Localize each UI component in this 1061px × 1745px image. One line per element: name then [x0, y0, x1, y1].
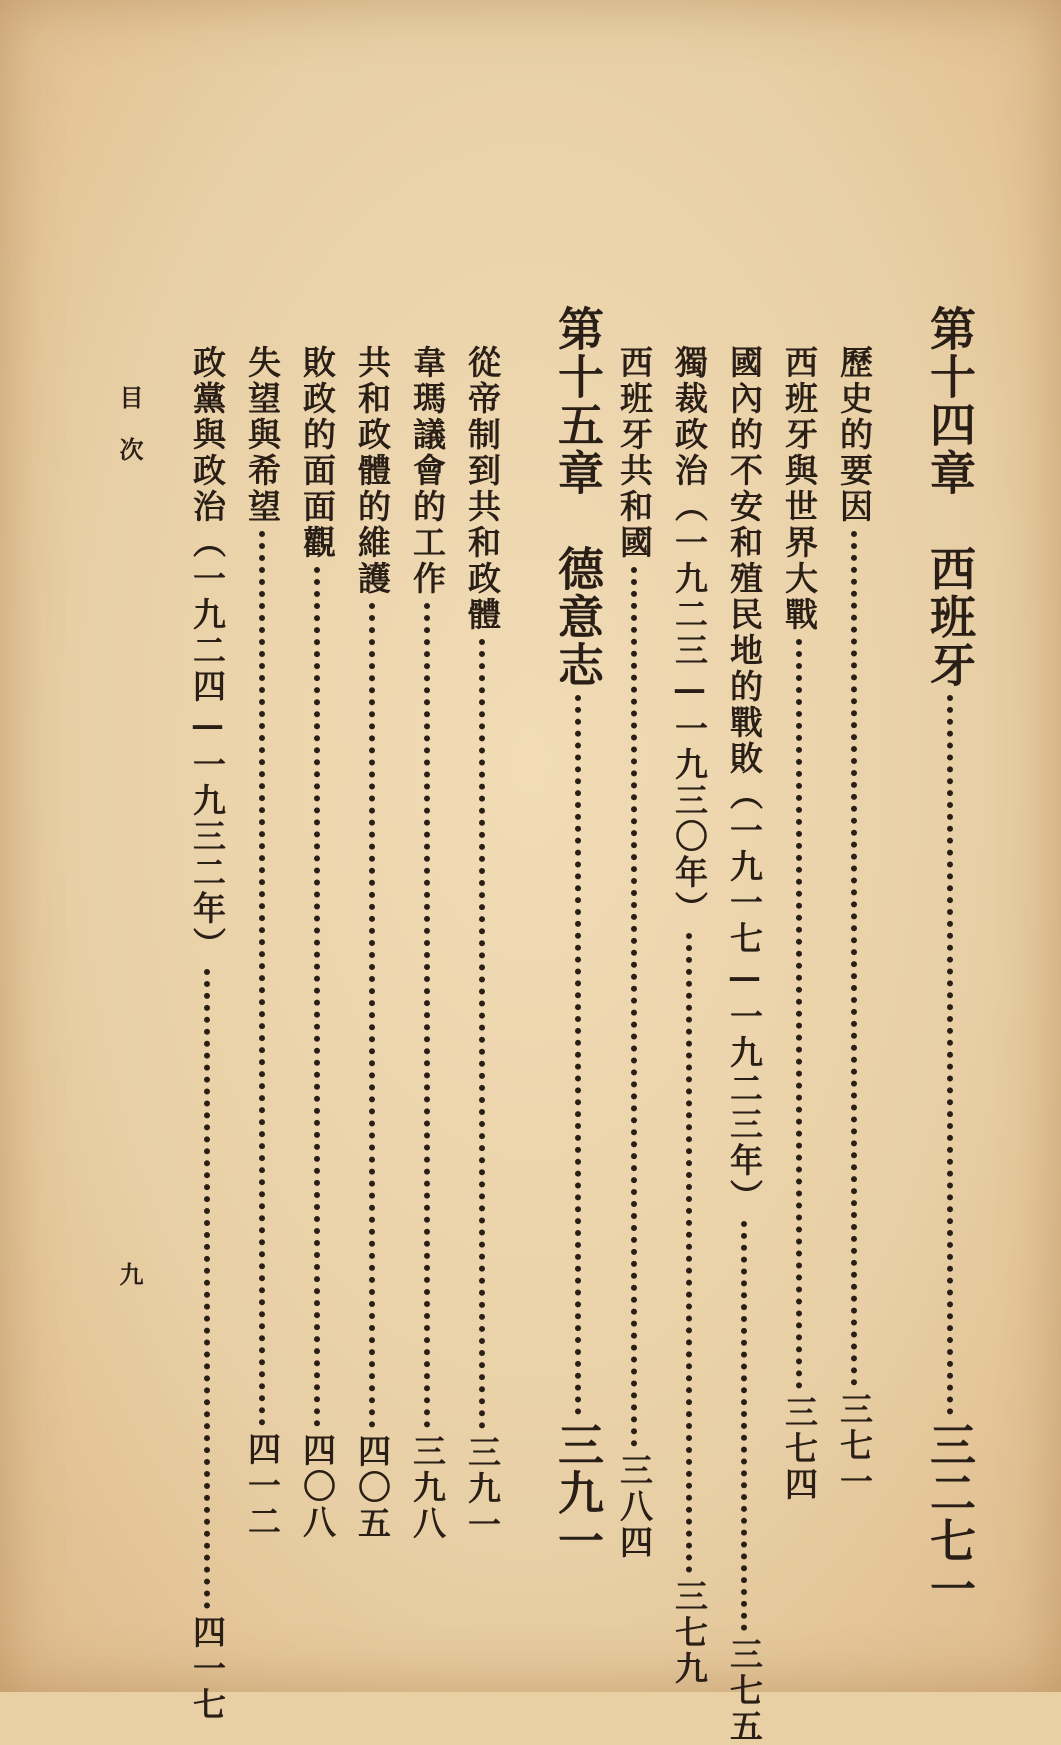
- entry-title: 西班牙共和國: [615, 345, 654, 561]
- toc-entry: [404, 345, 451, 1542]
- page-number: 四一七: [188, 1615, 227, 1723]
- page-number: 三二七一: [923, 1421, 977, 1613]
- toc-entry: [184, 345, 231, 1723]
- dot-leader: [686, 933, 692, 1573]
- page-number: 三九一: [551, 1421, 605, 1565]
- toc-entry: [776, 345, 823, 1503]
- toc-entry: [239, 345, 286, 1540]
- page-number: 三七五: [725, 1637, 764, 1745]
- chapter-14-heading: [917, 305, 983, 1613]
- dot-leader: [479, 639, 485, 1429]
- entry-title: 國內的不安和殖民地的戰敗（一九一七—一九二三年）: [725, 345, 764, 1215]
- dot-leader: [204, 969, 210, 1609]
- page-number: 三九八: [408, 1434, 447, 1542]
- chapter-title: 第十五章 德意志: [551, 305, 605, 689]
- dot-leader: [314, 567, 320, 1427]
- dot-leader: [424, 603, 430, 1428]
- dot-leader: [851, 531, 857, 1386]
- chapter-title: 第十四章 西班牙: [923, 305, 977, 689]
- entry-title: 從帝制到共和政體: [463, 345, 502, 633]
- page-number: 三七九: [670, 1579, 709, 1687]
- entry-title: 共和政體的維護: [353, 345, 392, 597]
- entry-title: 獨裁政治（一九二三—一九三〇年）: [670, 345, 709, 927]
- page-number: 三八四: [615, 1453, 654, 1561]
- entry-title: 失望與希望: [243, 345, 282, 525]
- toc-entry: [666, 345, 713, 1687]
- page-number: 三七四: [780, 1395, 819, 1503]
- page-number: 三七一: [835, 1392, 874, 1500]
- entry-title: 政黨與政治（一九二四—一九三二年）: [188, 345, 227, 963]
- entry-title: 歷史的要因: [835, 345, 874, 525]
- toc-entry: [459, 345, 506, 1543]
- toc-entry: [721, 345, 768, 1745]
- entry-title: 韋瑪議會的工作: [408, 345, 447, 597]
- toc-entry: [349, 345, 396, 1542]
- toc-entry: [294, 345, 341, 1541]
- dot-leader: [796, 639, 802, 1389]
- page-number: 四〇五: [353, 1434, 392, 1542]
- chapter-15-heading: [545, 305, 611, 1565]
- dot-leader: [947, 695, 953, 1415]
- toc-entry: [831, 345, 878, 1500]
- dot-leader: [369, 603, 375, 1428]
- page-number: 四一二: [243, 1432, 282, 1540]
- folio-number: 九: [115, 1262, 144, 1314]
- section-label: 目次: [115, 385, 144, 489]
- dot-leader: [741, 1221, 747, 1631]
- dot-leader: [259, 531, 265, 1426]
- toc-entry: [611, 345, 658, 1561]
- dot-leader: [631, 567, 637, 1447]
- entry-title: 西班牙與世界大戰: [780, 345, 819, 633]
- entry-title: 敗政的面面觀: [298, 345, 337, 561]
- page-number: 三九一: [463, 1435, 502, 1543]
- page-number: 四〇八: [298, 1433, 337, 1541]
- dot-leader: [575, 695, 581, 1415]
